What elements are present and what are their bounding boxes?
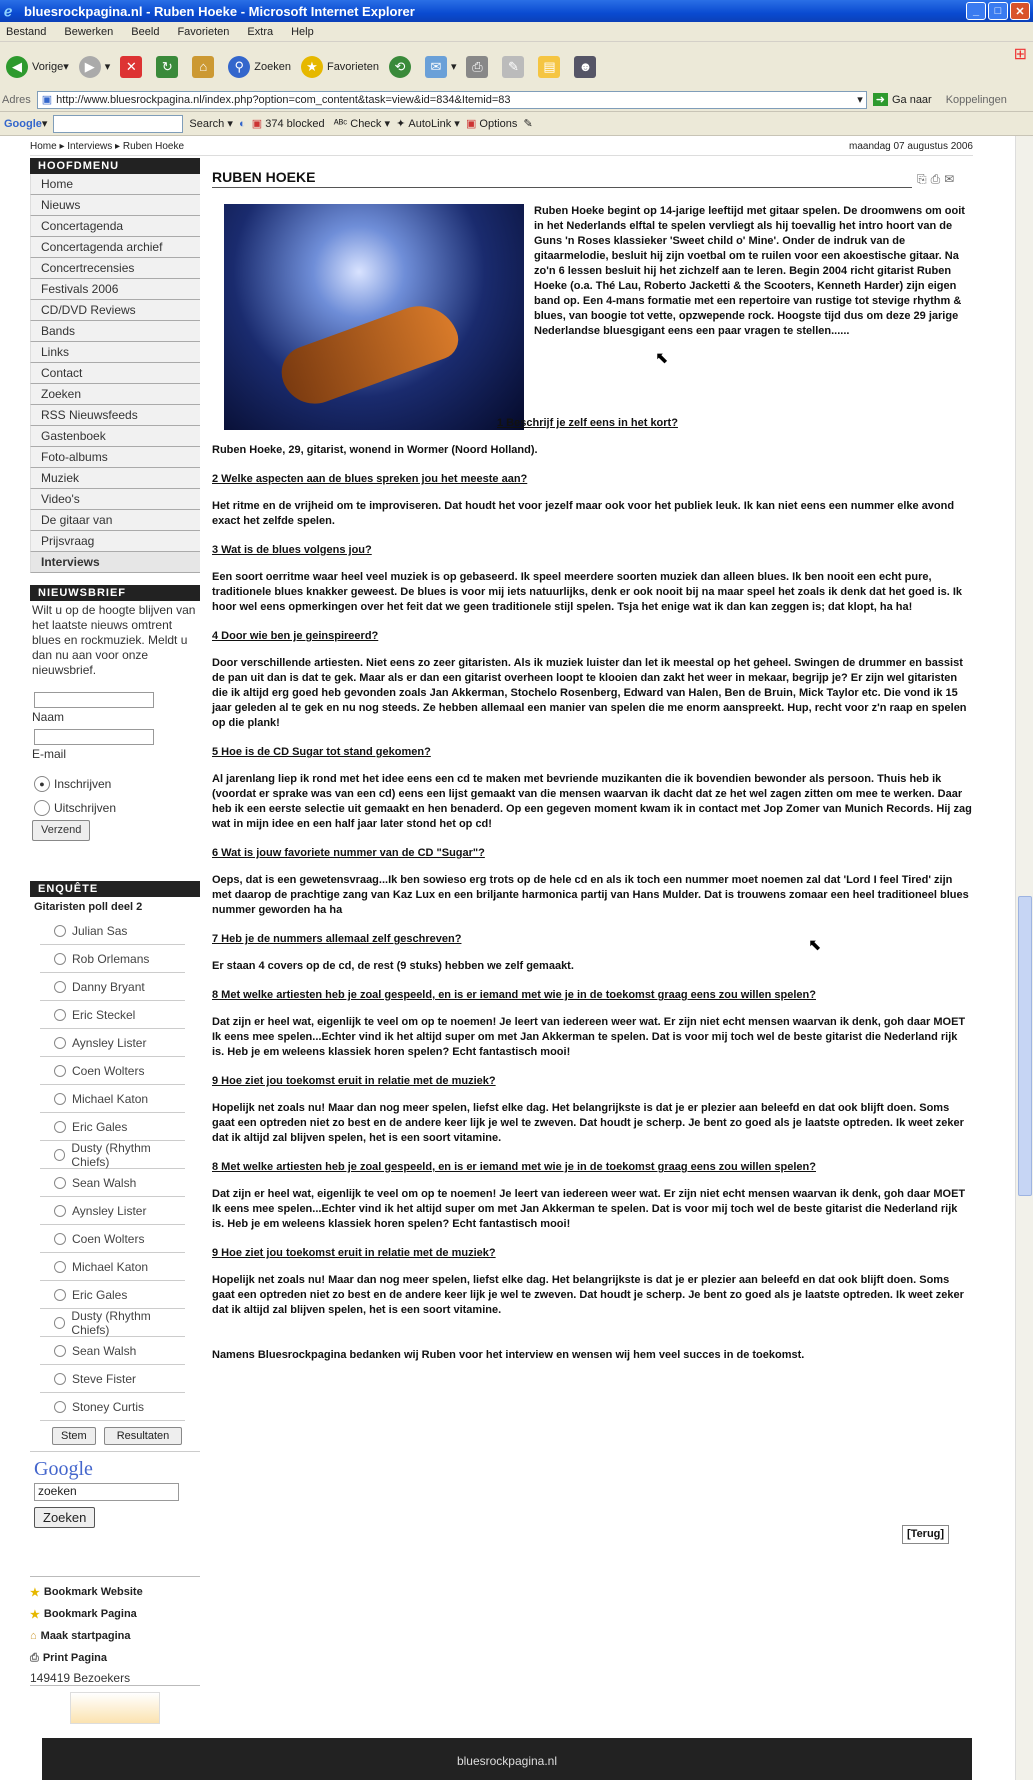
address-label: Adres (2, 93, 31, 106)
question-heading[interactable]: 7 Heb je de nummers allemaal zelf geschreven? (212, 933, 462, 945)
poll-option[interactable] (40, 1393, 185, 1421)
edit-button[interactable] (502, 56, 528, 78)
spellcheck-icon: ᴬᴮᶜ (333, 117, 348, 130)
bookmark-page-link[interactable] (30, 1603, 200, 1625)
stop-icon: ✕ (120, 56, 142, 78)
unsubscribe-option[interactable] (34, 800, 198, 816)
poll-option-label: Coen Wolters (72, 1231, 145, 1246)
bookmark-website-label: Bookmark Website (43, 1586, 143, 1598)
answer-text: Dat zijn er heel wat, eigenlijk te veel om op te noemen! Je leert van iedereen weer wat. Er zijn niet echt mensen waarvan ik denk, goh daar MOET Ik eens mee spelen...Echter vind ik het altijd super om met Jan Akkerman te spelen. Dat is voor mij toch wel de beste gitarist die Nederland rijk is. Heb je em weleens klassiek horen spelen? Echt fantastisch mooi! (212, 1188, 966, 1230)
question-heading[interactable]: 6 Wat is jouw favoriete nummer van de CD "Sugar"? (212, 847, 485, 859)
poll-option[interactable] (40, 945, 185, 973)
menu-bewerken[interactable]: Bewerken (64, 25, 114, 38)
bookmark-page-label: Bookmark Pagina (43, 1608, 137, 1620)
back-label: Vorige (32, 60, 64, 73)
poll-option[interactable] (40, 1309, 185, 1337)
autolink-button[interactable]: AutoLink (408, 117, 452, 130)
answer-text: Hopelijk net zoals nu! Maar dan nog meer spelen, liefst elke dag. Het belangrijkste is dat je er plezier aan beleefd en dat ook blijft doen. Soms gaat een optreden niet zo best en de andere keer lijk je wel te zweven. Dat houdt je scherp. Je bent zo goed als je laatste optreden. Ik weet zeker dat ik altijd zal blijven spelen, het is een soort vitamine. (212, 1102, 964, 1144)
sidebar-item-links[interactable]: Links (30, 342, 200, 363)
links-button[interactable]: Koppelingen (945, 93, 1007, 106)
answer-text: Oeps, dat is een gewetensvraag...Ik ben sowieso erg trots op de hele cd en als ik toch een nummer moet noemen zal dat 'Lord I feel Tired' zijn met daarop de prachtige zang van Kaz Lux en een briljante harmonica partij van Hans Mulder. Dat is trouwens zomaar een heel traditioneel blues nummer geworden ha ha (212, 874, 969, 916)
poll-option[interactable] (40, 1001, 185, 1029)
printer-icon: ⎙ (30, 1651, 39, 1664)
poll-options (30, 917, 200, 1421)
stop-button[interactable] (120, 56, 146, 78)
poll-option-label: Stoney Curtis (72, 1399, 145, 1414)
poll-option-label: Rob Orlemans (72, 951, 150, 966)
poll-option[interactable] (40, 1029, 185, 1057)
poll-option-label: Sean Walsh (72, 1343, 137, 1358)
messenger-button[interactable] (574, 56, 600, 78)
poll-option-label: Aynsley Lister (72, 1203, 147, 1218)
sidebar-item-contact[interactable]: Contact (30, 363, 200, 384)
close-button[interactable]: ✕ (1010, 2, 1030, 20)
poll-option-label: Michael Katon (72, 1091, 149, 1106)
messenger-icon: ☻ (574, 56, 596, 78)
name-input[interactable] (34, 692, 154, 708)
print-button[interactable] (466, 56, 492, 78)
newsletter-heading: NIEUWSBRIEF (30, 585, 200, 601)
poll-option[interactable] (40, 1365, 185, 1393)
poll-option-label: Eric Gales (72, 1287, 128, 1302)
poll-option[interactable] (40, 1225, 185, 1253)
poll-option[interactable] (40, 1253, 185, 1281)
sidebar (30, 158, 200, 1528)
options-button[interactable]: Options (479, 117, 518, 130)
poll-option-label: Steve Fister (72, 1371, 137, 1386)
question-heading[interactable]: 9 Hoe ziet jou toekomst eruit in relatie met de muziek? (212, 1075, 496, 1087)
address-input[interactable] (37, 91, 867, 109)
question-heading[interactable]: 9 Hoe ziet jou toekomst eruit in relatie met de muziek? (212, 1247, 496, 1259)
poll-option-label: Julian Sas (72, 923, 128, 938)
address-url: http://www.bluesrockpagina.nl/index.php?option=com_content&task=view&id=834&Itemid=83 (56, 93, 511, 106)
poll-radio[interactable] (54, 1121, 66, 1133)
closing-text: Namens Bluesrockpagina bedanken wij Ruben voor het interview en wensen wij hem veel succes in de toekomst. (212, 1349, 805, 1361)
search-icon: ⚲ (228, 56, 250, 78)
startpage-link[interactable] (30, 1625, 200, 1647)
answer-text: Hopelijk net zoals nu! Maar dan nog meer spelen, liefst elke dag. Het belangrijkste is dat je er plezier aan beleefd en dat ook blijft doen. Soms gaat een optreden niet zo best en de andere keer lijk je wel te zweven. Dat houdt je scherp. Je bent zo goed als je laatste optreden. Ik weet zeker dat ik altijd zal blijven spelen, het is een soort vitamine. (212, 1274, 964, 1316)
answer-text: Door verschillende artiesten. Niet eens zo zeer gitaristen. Als ik muziek luister dan let ik meestal op het geheel. Swingen de drummer en bassist de pan uit dan is dat te gek. Maar als er dan een gitarist overheen loopt te klooien dan zakt het weer in mekaar, begrijp je? Er zijn wel gitaristen die ik altijd erg goed heb gevonden zoals Jan Akkerman, Stochelo Rosenberg, Edward van Halen, Ben de Bruin, Mick Taylor etc. Die vond ik 15 jaar geleden al te gek en nu nog steeds. Ze hebben allemaal een manier van spelen die me enorm aanspreekt. Hup, recht voor z'n raap en spelen op die plank! (212, 657, 967, 729)
question-heading[interactable]: 8 Met welke artiesten heb je zoal gespeeld, en is er iemand met wie je in de toekomst graag eens zou willen spelen? (212, 989, 816, 1001)
subscribe-option[interactable] (34, 776, 198, 792)
email-icon[interactable]: ✉ (944, 172, 955, 186)
question-heading[interactable]: 5 Hoe is de CD Sugar tot stand gekomen? (212, 746, 431, 758)
window-title: bluesrockpagina.nl - Ruben Hoeke - Microsoft Internet Explorer (24, 3, 415, 19)
name-label: Naam (32, 710, 65, 724)
poll-radio[interactable] (54, 1289, 66, 1301)
poll-radio[interactable] (54, 1037, 66, 1049)
search-label: Zoeken (254, 60, 291, 73)
poll-radio[interactable] (54, 1233, 66, 1245)
sidebar-item-zoeken[interactable]: Zoeken (30, 384, 200, 405)
mouse-cursor-icon: ⬉ (808, 937, 822, 954)
edit-icon: ✎ (502, 56, 524, 78)
forward-button[interactable]: ▶ ▾ (79, 56, 111, 78)
poll-option[interactable] (40, 1169, 185, 1197)
history-icon: ⟲ (389, 56, 411, 78)
home-icon: ⌂ (30, 1630, 37, 1642)
startpage-label: Maak startpagina (40, 1630, 131, 1642)
chevron-down-icon[interactable]: ▾ (857, 94, 863, 106)
poll-option-label: Eric Gales (72, 1119, 128, 1134)
answer-text: Al jarenlang liep ik rond met het idee eens een cd te maken met bevriende muzikanten die ik bovendien bewonder als persoon. Thuis heb ik (voordat er sprake was van een cd) eens een lijst gemaakt van die mensen waarvan ik dacht dat ze het wel zagen zitten om mee te werken. Daar heb ik een eerste selectie uit gemaakt en hen benaderd. Op een gegeven moment kwam ik in contact met Jop Zomer van Munich Records. Hij zag wat in mijn idee en een half jaar later stond het op cd! (212, 773, 972, 830)
guitar-shape (274, 295, 464, 413)
autolink-icon: ✦ (396, 118, 406, 130)
poll-radio[interactable] (54, 1317, 65, 1329)
sidebar-item-foto-albums[interactable]: Foto-albums (30, 447, 200, 468)
sidebar-item-video-s[interactable]: Video's (30, 489, 200, 510)
email-input[interactable] (34, 729, 154, 745)
home-button[interactable] (192, 56, 218, 78)
google-search-input[interactable] (53, 115, 183, 133)
send-button[interactable]: Verzend (32, 820, 90, 841)
poll-option[interactable] (40, 1057, 185, 1085)
sidebar-item-de-gitaar-van[interactable]: De gitaar van (30, 510, 200, 531)
scrollbar-thumb[interactable] (1018, 896, 1032, 1196)
sidebar-item-rss-nieuwsfeeds[interactable]: RSS Nieuwsfeeds (30, 405, 200, 426)
breadcrumb: Home ▸ Interviews ▸ Ruben Hoeke maandag 07 augustus 2006 (30, 138, 973, 156)
poll-radio[interactable] (54, 1149, 65, 1161)
subscribe-radio[interactable]: ● (34, 776, 50, 792)
question-heading[interactable]: 4 Door wie ben je geinspireerd? (212, 630, 379, 642)
minimize-button[interactable]: _ (966, 2, 986, 20)
search-button[interactable] (228, 56, 291, 78)
sidebar-item-concertagenda-archief[interactable]: Concertagenda archief (30, 237, 200, 258)
window-titlebar (0, 0, 1033, 22)
print-icon[interactable]: ⎙ (930, 172, 941, 186)
answer-text: Er staan 4 covers op de cd, de rest (9 stuks) hebben we zelf gemaakt. (212, 960, 574, 972)
unsubscribe-label: Uitschrijven (54, 800, 117, 815)
email-label: E-mail (32, 747, 67, 761)
newsletter-form (30, 601, 200, 843)
answer-text: Het ritme en de vrijheid om te improviseren. Dat houdt het voor jezelf maar ook voor het publiek leuk. Ik kan niet eens een nummer elke avond exact het zelfde spelen. (212, 500, 955, 527)
question-heading[interactable]: 8 Met welke artiesten heb je zoal gespeeld, en is er iemand met wie je in de toekomst graag eens zou willen spelen? (212, 1161, 816, 1173)
print-page-link[interactable] (30, 1647, 200, 1669)
refresh-button[interactable] (156, 56, 182, 78)
poll-option[interactable] (40, 973, 185, 1001)
menu-bar (0, 22, 1033, 42)
question-heading[interactable]: 3 Wat is de blues volgens jou? (212, 544, 372, 556)
menu-extra[interactable]: Extra (247, 25, 274, 38)
history-button[interactable] (389, 56, 415, 78)
poll-radio[interactable] (54, 1009, 66, 1021)
vertical-scrollbar[interactable] (1015, 136, 1033, 1780)
back-button[interactable]: ◀ Vorige ▾ (6, 56, 69, 78)
back-link[interactable]: [Terug] (902, 1525, 949, 1544)
print-label: Print Pagina (42, 1652, 107, 1664)
page-date: maandag 07 augustus 2006 (849, 141, 973, 152)
printer-icon: ⎙ (466, 56, 488, 78)
poll-radio[interactable] (54, 1205, 66, 1217)
maximize-button[interactable]: □ (988, 2, 1008, 20)
poll-radio[interactable] (54, 1373, 66, 1385)
google-logo[interactable]: Google (4, 117, 42, 130)
google-logo-sidebar: Google (34, 1458, 93, 1480)
article (212, 169, 972, 1540)
sidebar-bookmarks (30, 1576, 200, 1724)
sidebar-item-home[interactable]: Home (30, 174, 200, 195)
poll-option-label: Aynsley Lister (72, 1035, 147, 1050)
sidebar-search-input[interactable]: zoeken (34, 1483, 179, 1501)
popup-blocked-count[interactable]: 374 blocked (265, 117, 325, 130)
pdf-icon[interactable]: ⎘ (917, 172, 927, 186)
poll-radio[interactable] (54, 1065, 66, 1077)
poll-radio[interactable] (54, 1261, 66, 1273)
ie-icon: ℯ (4, 3, 13, 19)
unsubscribe-radio[interactable] (34, 800, 50, 816)
menu-favorieten[interactable]: Favorieten (177, 25, 230, 38)
main-menu (30, 174, 200, 573)
mouse-cursor-icon: ⬉ (655, 350, 669, 367)
results-button[interactable]: Resultaten (104, 1427, 183, 1445)
globe-icon[interactable]: ◐ (238, 117, 246, 130)
article-tools (917, 172, 954, 187)
poll-option[interactable] (40, 1141, 185, 1169)
poll-option[interactable] (40, 917, 185, 945)
poll-option[interactable] (40, 1337, 185, 1365)
address-bar (0, 88, 1033, 112)
answer-text: Ruben Hoeke, 29, gitarist, wonend in Wormer (Noord Holland). (212, 444, 538, 456)
poll-radio[interactable] (54, 1401, 66, 1413)
article-intro: Ruben Hoeke begint op 14-jarige leeftijd met gitaar spelen. De droomwens om ooit in het Nederlands elftal te spelen vervliegt als hij toevallig het intro hoort van de Guns 'n Roses klassieker 'Sweet child o' Mine'. Onder de indruk van de gitaarmelodie, besluit hij zijn voetbal om te ruilen voor een akoestische gitaar. Na zo'n 6 lessen besluit hij het zichzelf aan te leren. Begin 2004 richt gitarist Ruben Hoeke (o.a. Thé Lau, Roberto Jacketti & the Scooters, Kenneth Harder) zijn eigen band op. Een 4-mans formatie met een repertoire van rustige tot stevige rhythm & blues, van boogie tot vette, opzwepende rock. Hoogste tijd dus om deze 29 jarige Nederlandse bluesgigant eens een paar vragen te stellen...... (534, 205, 965, 337)
favorites-label: Favorieten (326, 60, 379, 73)
popup-blocker-icon: ▣ (251, 118, 263, 130)
page-title: RUBEN HOEKE (212, 170, 912, 188)
star-icon: ★ (30, 1586, 40, 1599)
footer-site-name: bluesrockpagina.nl (456, 1754, 558, 1768)
article-photo (224, 204, 524, 430)
windows-flag-icon: ⊞ (1013, 46, 1027, 63)
sidebar-item-interviews[interactable]: Interviews (30, 552, 200, 573)
mail-button[interactable]: ✉ ▾ (425, 56, 457, 78)
subscribe-label: Inschrijven (54, 776, 112, 791)
answer-text: Dat zijn er heel wat, eigenlijk te veel om op te noemen! Je leert van iedereen weer wat. Er zijn niet echt mensen waarvan ik denk, goh daar MOET Ik eens mee spelen...Echter vind ik het altijd super om met Jan Akkerman te spelen. Dat is voor mij toch wel de beste gitarist die Nederland rijk is. Heb je em weleens klassiek horen spelen? Echt fantastisch mooi! (212, 1016, 966, 1058)
breadcrumb-home[interactable]: Home (30, 141, 57, 152)
refresh-icon: ↻ (156, 56, 178, 78)
poll-option[interactable] (40, 1085, 185, 1113)
page-footer (42, 1738, 972, 1780)
poll-radio[interactable] (54, 925, 66, 937)
question-heading[interactable]: 1 Beschrijf je zelf eens in het kort? (497, 417, 678, 429)
sidebar-item-festivals-2006[interactable]: Festivals 2006 (30, 279, 200, 300)
poll-option-label: Dusty (Rhythm Chiefs) (71, 1308, 151, 1337)
dutch-joomla-badge[interactable] (70, 1692, 160, 1724)
folder-button[interactable] (538, 56, 564, 78)
toolbar (0, 42, 1033, 92)
back-arrow-icon: ◀ (6, 56, 28, 78)
menu-beeld[interactable]: Beeld (131, 25, 160, 38)
sidebar-item-muziek[interactable]: Muziek (30, 468, 200, 489)
star-icon: ★ (30, 1608, 40, 1621)
pencil-icon[interactable]: ✎ (523, 118, 533, 130)
poll-option-label: Coen Wolters (72, 1063, 145, 1078)
sidebar-item-nieuws[interactable]: Nieuws (30, 195, 200, 216)
poll-title: Gitaristen poll deel 2 (34, 901, 143, 913)
answer-text: Een soort oerritme waar heel veel muziek is op gebaseerd. Ik speel meerdere soorten muziek dan alleen blues. Ik ben nooit een echt pure, traditionele blues knakker geweest. De blues is voor mij iets natuurlijks, denk er ook nooit bij na maar speel het zoals ik denk dat het goed is. Ik hoor wel eens opmerkingen over het feit dat we geen traditionele stijl spelen. Tsja het enige wat ik dan kan zeggen is; dat klopt, ha ha! (212, 571, 963, 613)
go-button[interactable]: Ga naar (891, 93, 932, 106)
go-arrow-icon: ➜ (873, 93, 888, 106)
sidebar-item-cd-dvd-reviews[interactable]: CD/DVD Reviews (30, 300, 200, 321)
poll-heading: ENQUÊTE (30, 881, 200, 897)
check-button[interactable]: Check (350, 117, 382, 130)
poll-option-label: Sean Walsh (72, 1175, 137, 1190)
menu-bestand[interactable]: Bestand (6, 25, 47, 38)
breadcrumb-section[interactable]: Interviews (67, 141, 113, 152)
forward-arrow-icon: ▶ (79, 56, 101, 78)
page-icon: ▣ (41, 94, 53, 106)
sidebar-search-button[interactable]: Zoeken (34, 1507, 95, 1528)
poll-option[interactable] (40, 1113, 185, 1141)
poll-option-label: Dusty (Rhythm Chiefs) (71, 1140, 151, 1169)
sidebar-item-gastenboek[interactable]: Gastenboek (30, 426, 200, 447)
interview-qa (212, 416, 972, 1363)
menu-help[interactable]: Help (291, 25, 314, 38)
home-icon: ⌂ (192, 56, 214, 78)
poll-radio[interactable] (54, 1177, 66, 1189)
options-icon: ▣ (465, 118, 477, 130)
mail-icon: ✉ (425, 56, 447, 78)
breadcrumb-page: Ruben Hoeke (122, 141, 185, 152)
poll-option-label: Michael Katon (72, 1259, 149, 1274)
poll-option[interactable] (40, 1197, 185, 1225)
favorites-button[interactable] (301, 56, 379, 78)
sidebar-item-bands[interactable]: Bands (30, 321, 200, 342)
google-search-button[interactable]: Search (189, 117, 225, 130)
newsletter-text: Wilt u op de hoogte blijven van het laatste nieuws omtrent blues en rockmuziek. Meldt u dan nu aan voor onze nieuwsbrief. (32, 603, 196, 677)
poll-option-label: Eric Steckel (72, 1007, 136, 1022)
vote-button[interactable]: Stem (52, 1427, 96, 1445)
poll-option-label: Danny Bryant (72, 979, 145, 994)
visitor-counter: 149419 Bezoekers (30, 1671, 200, 1686)
poll-radio[interactable] (54, 1093, 66, 1105)
folder-icon: ▤ (538, 56, 560, 78)
bookmark-website-link[interactable] (30, 1581, 200, 1603)
question-heading[interactable]: 2 Welke aspecten aan de blues spreken jou het meeste aan? (212, 473, 528, 485)
google-toolbar: Google ▾ Search ▾ ◐ ▣ 374 blocked ᴬᴮᶜ Check ▾ ✦ AutoLink ▾ ▣ Options ✎ (0, 112, 1033, 136)
poll-radio[interactable] (54, 953, 66, 965)
poll-radio[interactable] (54, 1345, 66, 1357)
sidebar-item-concertagenda[interactable]: Concertagenda (30, 216, 200, 237)
sidebar-item-concertrecensies[interactable]: Concertrecensies (30, 258, 200, 279)
poll-option[interactable] (40, 1281, 185, 1309)
poll-radio[interactable] (54, 981, 66, 993)
sidebar-item-prijsvraag[interactable]: Prijsvraag (30, 531, 200, 552)
star-icon: ★ (301, 56, 323, 78)
main-menu-heading: HOOFDMENU (30, 158, 200, 174)
